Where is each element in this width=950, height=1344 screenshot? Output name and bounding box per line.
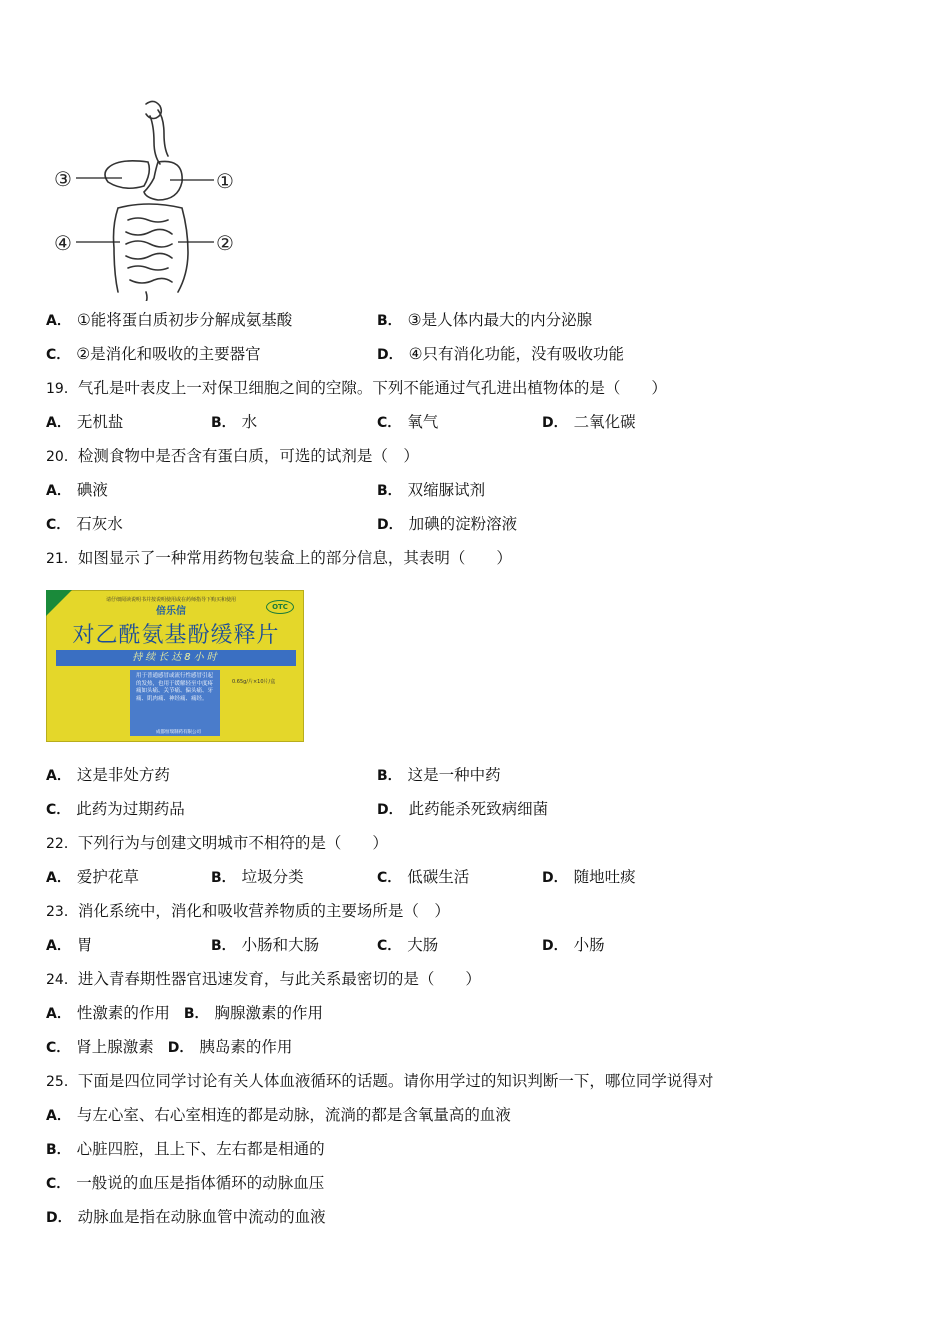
q23-option-c[interactable]: C． 大肠	[377, 936, 439, 954]
diagram-label-2: ②	[216, 231, 234, 255]
drug-spec: 0.65g/片×10片/盒	[232, 679, 276, 685]
q25-option-a[interactable]: A． 与左心室、右心室相连的都是动脉，流淌的都是含氧量高的血液	[46, 1106, 511, 1124]
q21-option-b[interactable]: B． 这是一种中药	[377, 766, 501, 784]
q24-option-row-2	[46, 1037, 292, 1058]
q18-option-c[interactable]: C． ②是消化和吸收的主要器官	[46, 345, 261, 363]
q24-option-d[interactable]: D． 胰岛素的作用	[167, 1038, 293, 1056]
q24-stem: 24．进入青春期性器官迅速发育，与此关系最密切的是（ ）	[46, 970, 481, 988]
q19-option-a[interactable]: A． 无机盐	[46, 413, 124, 431]
q23-option-b[interactable]: B． 小肠和大肠	[211, 936, 320, 954]
q18-option-a[interactable]: A． ①能将蛋白质初步分解成氨基酸	[46, 311, 293, 329]
medicine-box-image	[46, 590, 304, 742]
diagram-label-1: ①	[216, 169, 234, 193]
q20-option-c[interactable]: C． 石灰水	[46, 515, 123, 533]
q19-option-d[interactable]: D． 二氧化碳	[542, 413, 636, 431]
otc-logo: OTC	[266, 600, 294, 614]
q21-option-a[interactable]: A． 这是非处方药	[46, 766, 170, 784]
q18-option-d[interactable]: D． ④只有消化功能，没有吸收功能	[377, 345, 625, 363]
q22-option-c[interactable]: C． 低碳生活	[377, 868, 470, 886]
q19-stem: 19．气孔是叶表皮上一对保卫细胞之间的空隙。下列不能通过气孔进出植物体的是（ ）	[46, 379, 667, 397]
q22-option-a[interactable]: A． 爱护花草	[46, 868, 139, 886]
q24-option-c[interactable]: C． 肾上腺激素	[46, 1038, 154, 1056]
diagram-label-4: ④	[54, 231, 72, 255]
q25-option-c[interactable]: C． 一般说的血压是指体循环的动脉血压	[46, 1174, 325, 1192]
q24-option-row-1	[46, 1003, 323, 1024]
q24-option-b[interactable]: B． 胸腺激素的作用	[183, 1004, 324, 1022]
q25-option-b[interactable]: B． 心脏四腔，且上下、左右都是相通的	[46, 1140, 325, 1158]
q20-option-a[interactable]: A． 碘液	[46, 481, 108, 499]
q19-option-b[interactable]: B． 水	[211, 413, 258, 431]
q22-stem: 22．下列行为与创建文明城市不相符的是（ ）	[46, 834, 388, 852]
q19-option-c[interactable]: C． 氧气	[377, 413, 439, 431]
drug-description: 用于普通感冒或流行性感冒引起的发热，也用于缓解轻至中度疼痛如头痛、关节痛、偏头痛、牙痛、肌肉痛、神经痛、痛经。	[136, 673, 214, 702]
q21-option-c[interactable]: C． 此药为过期药品	[46, 800, 185, 818]
drug-band: 持续长达8小时	[56, 650, 296, 666]
q21-stem: 21．如图显示了一种常用药物包装盒上的部分信息，其表明（ ）	[46, 549, 512, 567]
diagram-label-3: ③	[54, 167, 72, 191]
q23-option-a[interactable]: A． 胃	[46, 936, 93, 954]
q24-option-a[interactable]: A． 性激素的作用	[46, 1004, 170, 1022]
drug-maker: 成都恒瑞制药有限公司	[156, 730, 201, 735]
q21-option-d[interactable]: D． 此药能杀死致病细菌	[377, 800, 549, 818]
q20-stem: 20．检测食物中是否含有蛋白质，可选的试剂是（ ）	[46, 447, 419, 465]
box-brand: 倍乐信	[156, 606, 186, 617]
q23-option-d[interactable]: D． 小肠	[542, 936, 605, 954]
q22-option-d[interactable]: D． 随地吐痰	[542, 868, 636, 886]
q25-option-d[interactable]: D． 动脉血是指在动脉血管中流动的血液	[46, 1208, 326, 1226]
box-top-text: 请仔细阅读说明书并按说明使用或在药师指导下购买和使用	[106, 597, 237, 603]
box-corner-stripe	[46, 590, 72, 616]
q25-stem: 25．下面是四位同学讨论有关人体血液循环的话题。请你用学过的知识判断一下，哪位同学说得对	[46, 1072, 714, 1090]
q22-option-b[interactable]: B． 垃圾分类	[211, 868, 304, 886]
q20-option-b[interactable]: B． 双缩脲试剂	[377, 481, 486, 499]
q23-stem: 23．消化系统中，消化和吸收营养物质的主要场所是（ ）	[46, 902, 450, 920]
q18-option-b[interactable]: B． ③是人体内最大的内分泌腺	[377, 311, 593, 329]
digestive-system-diagram	[50, 96, 250, 301]
q20-option-d[interactable]: D． 加碘的淀粉溶液	[377, 515, 518, 533]
drug-name: 对乙酰氨基酚缓释片	[72, 623, 280, 648]
